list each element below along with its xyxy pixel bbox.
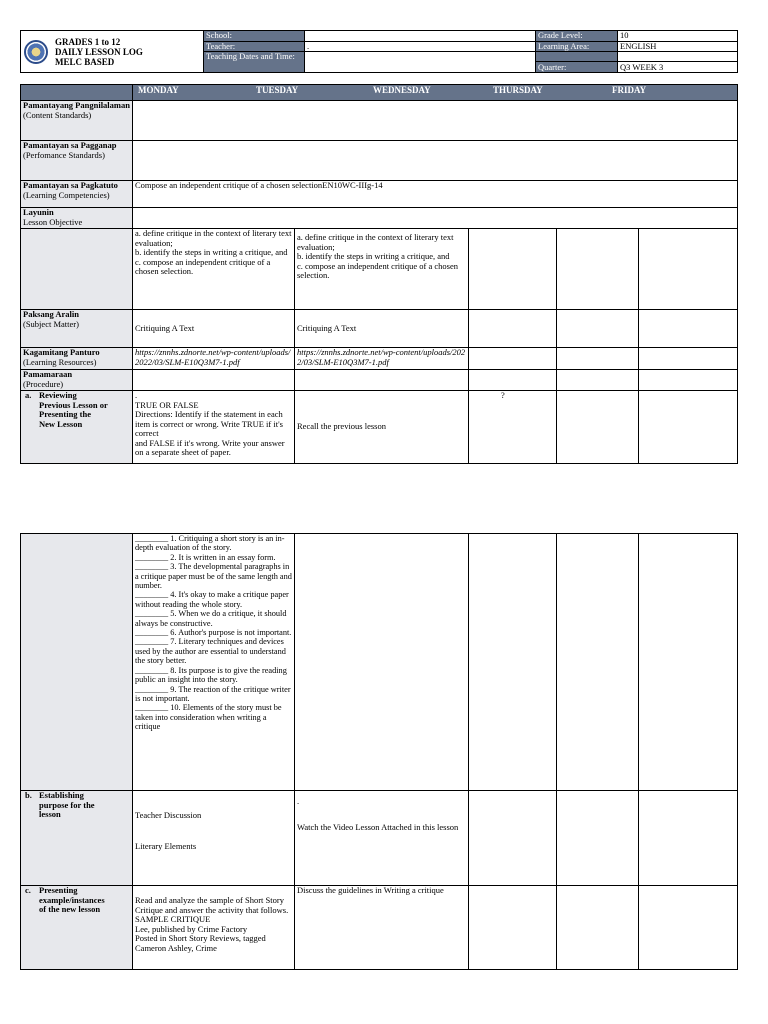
row-subtitle: Lesson Objective bbox=[23, 216, 83, 227]
row-label-objective bbox=[21, 208, 133, 229]
area-label: Learning Area: bbox=[536, 41, 618, 52]
step-c-tuesday: Discuss the guidelines in Writing a critique bbox=[295, 886, 469, 970]
step-title: Presenting example/instances of the new lesson bbox=[39, 885, 105, 914]
step-b-line: Literary Elements bbox=[135, 840, 197, 851]
step-letter: b. bbox=[25, 790, 32, 800]
row-subtitle: (Subject Matter) bbox=[23, 318, 79, 329]
resources-thursday bbox=[557, 348, 639, 370]
objective-detail-label bbox=[21, 229, 133, 310]
tf-wednesday bbox=[469, 534, 557, 791]
step-a-line: Directions: Identify if the statement in each item is correct or wrong. Write TRUE if it's correct bbox=[135, 409, 283, 438]
empty-value bbox=[618, 52, 738, 62]
dates-value bbox=[305, 52, 536, 73]
step-title: Establishing purpose for the lesson bbox=[39, 790, 95, 819]
objective-tuesday bbox=[295, 229, 469, 310]
row-subtitle: (Perfomance Standards) bbox=[23, 149, 105, 160]
row-title: Paksang Aralin bbox=[23, 309, 79, 319]
area-value: ENGLISH bbox=[618, 41, 738, 52]
step-c-line: Read and analyze the sample of Short Story Critique and answer the activity that follows. bbox=[135, 895, 289, 915]
resources-friday bbox=[639, 348, 738, 370]
day-header-friday: FRIDAY bbox=[612, 85, 647, 95]
day-header-monday: MONDAY bbox=[138, 85, 179, 95]
objective-line: c. compose an independent critique of a chosen selection. bbox=[135, 256, 271, 276]
day-header-thursday: THURSDAY bbox=[493, 85, 543, 95]
day-header-tuesday: TUESDAY bbox=[256, 85, 299, 95]
step-c-thursday bbox=[557, 886, 639, 970]
step-a-thursday bbox=[501, 390, 639, 464]
objective-friday bbox=[639, 229, 738, 310]
objective-thursday bbox=[557, 229, 639, 310]
day-header-wednesday: WEDNESDAY bbox=[373, 85, 431, 95]
step-b-label bbox=[21, 791, 133, 886]
step-a-line: TRUE OR FALSE bbox=[135, 399, 199, 410]
procedure-friday bbox=[639, 370, 738, 391]
quarter-label: Quarter: bbox=[536, 62, 618, 73]
objective-line: b. identify the steps in writing a critique, and bbox=[135, 247, 288, 257]
step-c-label bbox=[21, 886, 133, 970]
competencies-value: Compose an independent critique of a chosen selectionEN10WC-IIIg-14 bbox=[133, 181, 738, 208]
teacher-value: . bbox=[305, 41, 536, 52]
step-c-wednesday bbox=[469, 886, 557, 970]
row-title: Layunin bbox=[23, 207, 54, 217]
step-b-wednesday bbox=[469, 791, 557, 886]
true-false-item: ________ 1. Critiquing a short story is an in-depth evaluation of the story. bbox=[135, 534, 285, 553]
resources-wednesday bbox=[469, 348, 557, 370]
subject-monday: Critiquing A Text bbox=[133, 310, 295, 348]
objective-value bbox=[133, 208, 738, 229]
objective-wednesday bbox=[469, 229, 557, 310]
resource-link-monday[interactable]: https://znnhs.zdnorte.net/wp-content/uploads/2022/03/SLM-E10Q3M7-1.pdf bbox=[133, 348, 295, 370]
step-b-friday bbox=[639, 791, 738, 886]
step-a-line: and FALSE if it's wrong. Write your answer on a separate sheet of paper. bbox=[135, 437, 285, 457]
quarter-value: Q3 WEEK 3 bbox=[618, 62, 738, 73]
step-a-label bbox=[21, 391, 133, 464]
row-subtitle: (Content Standards) bbox=[23, 109, 92, 120]
row-title: Pamamaraan bbox=[23, 369, 73, 379]
step-b-dot: . bbox=[297, 796, 300, 806]
step-a-line: . bbox=[135, 390, 138, 400]
tf-tuesday bbox=[295, 534, 469, 791]
procedure-tuesday bbox=[295, 370, 469, 391]
true-false-item: ________ 6. Author's purpose is not important. bbox=[135, 628, 292, 638]
procedure-monday bbox=[133, 370, 295, 391]
true-false-label bbox=[21, 534, 133, 791]
row-title: Kagamitang Panturo bbox=[23, 347, 100, 357]
lesson-log-table-continued bbox=[20, 533, 738, 970]
grade-label: Grade Level: bbox=[536, 31, 618, 42]
step-c-line: Posted in Short Story Reviews, tagged Cameron Ashley, Crime bbox=[135, 933, 266, 953]
grade-value: 10 bbox=[618, 31, 738, 42]
row-subtitle: (Learning Competencies) bbox=[23, 189, 110, 200]
lesson-log-table bbox=[20, 84, 738, 464]
step-letter: c. bbox=[25, 885, 31, 895]
true-false-item: ________ 8. Its purpose is to give the reading public an insight into the story. bbox=[135, 665, 287, 685]
header-title bbox=[55, 37, 143, 67]
row-label-performance-standards bbox=[21, 141, 133, 181]
header-title-line: MELC BASED bbox=[55, 56, 115, 67]
day-header-blank bbox=[21, 85, 133, 101]
teacher-label: Teacher: bbox=[204, 41, 305, 52]
objective-line: a. define critique in the context of literary text evaluation; bbox=[135, 228, 292, 248]
step-a-tuesday: Recall the previous lesson bbox=[295, 391, 469, 464]
true-false-item: ________ 9. The reaction of the critique writer is not important. bbox=[135, 684, 291, 703]
deped-seal-icon bbox=[24, 40, 48, 64]
row-label-content-standards bbox=[21, 101, 133, 141]
subject-tuesday: Critiquing A Text bbox=[295, 310, 469, 348]
step-title: Reviewing Previous Lesson or Presenting the New Lesson bbox=[39, 390, 108, 429]
day-header-row bbox=[133, 85, 738, 101]
tf-friday bbox=[639, 534, 738, 791]
header-title-line: DAILY LESSON LOG bbox=[55, 46, 143, 57]
step-a-wednesday bbox=[469, 391, 557, 464]
row-title: Pamantayang Pangnilalaman bbox=[23, 100, 130, 110]
row-label-resources bbox=[21, 348, 133, 370]
resource-link-tuesday[interactable]: https://znnhs.zdnorte.net/wp-content/uploads/2022/03/SLM-E10Q3M7-1.pdf bbox=[295, 348, 469, 370]
row-title: Pamantayan sa Pagkatuto bbox=[23, 180, 118, 190]
step-a-monday bbox=[133, 391, 295, 464]
subject-thursday bbox=[557, 310, 639, 348]
school-value bbox=[305, 31, 536, 42]
step-b-thursday bbox=[557, 791, 639, 886]
true-false-item: ________ 2. It is written in an essay form. bbox=[135, 552, 276, 562]
row-subtitle: (Procedure) bbox=[23, 378, 64, 389]
subject-wednesday bbox=[469, 310, 557, 348]
objective-line: a. define critique in the context of literary text evaluation; bbox=[297, 232, 454, 252]
procedure-wednesday bbox=[469, 370, 557, 391]
step-c-monday bbox=[133, 886, 295, 970]
content-standards-value bbox=[133, 101, 738, 141]
row-title: Pamantayan sa Pagganap bbox=[23, 140, 117, 150]
row-label-competencies bbox=[21, 181, 133, 208]
tf-thursday bbox=[557, 534, 639, 791]
step-b-line: Watch the Video Lesson Attached in this lesson bbox=[297, 821, 459, 832]
true-false-item: ________ 5. When we do a critique, it should always be constructive. bbox=[135, 609, 287, 628]
step-a-friday bbox=[639, 391, 738, 464]
true-false-item: ________ 4. It's okay to make a critique paper without reading the whole story. bbox=[135, 590, 289, 609]
objective-monday bbox=[133, 229, 295, 310]
step-c-line: Lee, published by Crime Factory bbox=[135, 923, 248, 934]
step-b-line: Teacher Discussion bbox=[135, 810, 202, 820]
objective-line: c. compose an independent critique of a chosen selection. bbox=[297, 260, 458, 280]
row-subtitle: (Learning Resources) bbox=[23, 356, 97, 367]
true-false-items bbox=[133, 534, 295, 791]
true-false-item: ________ 3. The developmental paragraphs in a critique paper must be of the same length and number. bbox=[135, 562, 292, 591]
header-title-line: GRADES 1 to 12 bbox=[55, 36, 121, 47]
true-false-item: ________ 10. Elements of the story must be taken into consideration when writing a critique bbox=[135, 703, 282, 732]
empty-label bbox=[536, 52, 618, 62]
true-false-item: ________ 7. Literary techniques and devices used by the author are essential to understand the story better. bbox=[135, 637, 286, 666]
row-label-procedure bbox=[21, 370, 133, 391]
step-c-friday bbox=[639, 886, 738, 970]
header-title-cell bbox=[21, 31, 204, 73]
dates-label: Teaching Dates and Time: bbox=[204, 52, 305, 73]
school-label: School: bbox=[204, 31, 305, 42]
subject-friday bbox=[639, 310, 738, 348]
row-label-subject bbox=[21, 310, 133, 348]
performance-standards-value bbox=[133, 141, 738, 181]
procedure-thursday bbox=[557, 370, 639, 391]
step-b-monday bbox=[133, 791, 295, 886]
step-letter: a. bbox=[25, 390, 32, 400]
header-table bbox=[20, 30, 738, 73]
step-a-mark: ? bbox=[501, 390, 505, 400]
objective-line: b. identify the steps in writing a critique, and bbox=[297, 251, 450, 261]
step-b-tuesday bbox=[295, 791, 469, 886]
step-c-line: SAMPLE CRITIQUE bbox=[135, 914, 211, 924]
